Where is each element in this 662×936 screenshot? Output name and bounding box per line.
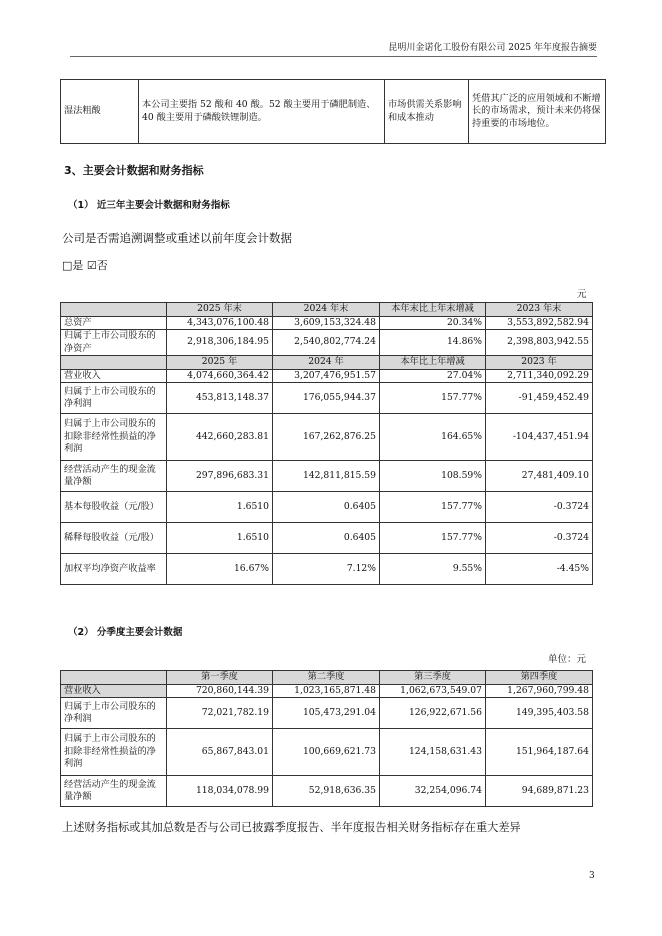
cell-value: 52,918,636.35 [273, 776, 380, 807]
table-row [61, 461, 593, 492]
row-label: 经营活动产生的现金流量净额 [61, 461, 167, 492]
cell-value: 4,343,076,100.48 [167, 316, 273, 330]
cell-value: 7.12% [273, 554, 380, 585]
cell-value: 151,964,187.64 [486, 729, 593, 776]
cell-value: 20.34% [380, 316, 486, 330]
cell-value: 2,918,306,184.95 [167, 330, 273, 356]
product-description: 本公司主要指 52 酸和 40 酸。52 酸主要用于磷肥制造、40 酸主要用于磷酸铁锂制造。 [139, 80, 385, 144]
quarterly-header-cell: 第四季度 [486, 671, 593, 685]
quarterly-header-cell [61, 671, 167, 685]
table-row [61, 369, 593, 383]
product-outlook: 凭借其广泛的应用领域和不断增长的市场需求，预计未来仍将保持重要的市场地位。 [469, 80, 606, 144]
cell-value: 453,813,148.37 [167, 383, 273, 414]
row-label: 营业收入 [61, 369, 167, 383]
annual-header-cell: 本年末比上年末增减 [380, 303, 486, 317]
cell-value: -4.45% [486, 554, 593, 585]
cell-value: 720,860,144.39 [167, 684, 273, 698]
cell-value: 118,034,078.99 [167, 776, 273, 807]
section-3-title: 3、主要会计数据和财务指标 [64, 164, 204, 177]
cell-value: 65,867,843.01 [167, 729, 273, 776]
cell-value: 14.86% [380, 330, 486, 356]
cell-value: 105,473,291.04 [273, 698, 380, 729]
product-table [60, 79, 606, 144]
cell-value: 27.04% [380, 369, 486, 383]
cell-value: 142,811,815.59 [273, 461, 380, 492]
table-row [61, 729, 593, 776]
cell-value: 1,062,673,549.07 [380, 684, 486, 698]
quarterly-header-cell: 第一季度 [167, 671, 273, 685]
table-row [61, 492, 593, 523]
table-row [61, 698, 593, 729]
cell-value: 1,023,165,871.48 [273, 684, 380, 698]
annual-header-cell: 2025 年 [167, 356, 273, 370]
cell-value: 442,660,283.81 [167, 414, 273, 461]
quarterly-header-cell: 第二季度 [273, 671, 380, 685]
product-name: 湿法粗酸 [61, 80, 139, 144]
subsection-2-title: （2） 分季度主要会计数据 [68, 627, 183, 638]
cell-value: 157.77% [380, 492, 486, 523]
annual-header-cell: 2025 年末 [167, 303, 273, 317]
cell-value: 27,481,409.10 [486, 461, 593, 492]
table-row [61, 383, 593, 414]
cell-value: 176,055,944.37 [273, 383, 380, 414]
annual-unit: 元 [577, 289, 587, 300]
row-label: 营业收入 [61, 684, 167, 698]
annual-data-table [60, 302, 593, 585]
cell-value: 3,553,892,582.94 [486, 316, 593, 330]
cell-value: 157.77% [380, 383, 486, 414]
annual-header-cell: 2024 年末 [273, 303, 380, 317]
table-row [61, 523, 593, 554]
annual-header-cell: 2024 年 [273, 356, 380, 370]
cell-value: 2,540,802,774.24 [273, 330, 380, 356]
annual-header-row-1 [61, 303, 593, 317]
cell-value: 149,395,403.58 [486, 698, 593, 729]
annual-header-cell: 本年比上年增减 [380, 356, 486, 370]
row-label: 归属于上市公司股东的扣除非经常性损益的净利润 [61, 414, 167, 461]
cell-value: 2,398,803,942.55 [486, 330, 593, 356]
cell-value: 100,669,621.73 [273, 729, 380, 776]
cell-value: 9.55% [380, 554, 486, 585]
cell-value: -0.3724 [486, 523, 593, 554]
cell-value: 32,254,096.74 [380, 776, 486, 807]
row-label: 归属于上市公司股东的扣除非经常性损益的净利润 [61, 729, 167, 776]
cell-value: 72,021,782.19 [167, 698, 273, 729]
cell-value: -91,459,452.49 [486, 383, 593, 414]
cell-value: 4,074,660,364.42 [167, 369, 273, 383]
annual-header-row-2 [61, 356, 593, 370]
row-label: 基本每股收益（元/股） [61, 492, 167, 523]
row-label: 稀释每股收益（元/股） [61, 523, 167, 554]
cell-value: 0.6405 [273, 492, 380, 523]
quarterly-unit: 单位：元 [548, 654, 587, 665]
restatement-options: □是 ☑否 [62, 259, 108, 272]
quarterly-header-cell: 第三季度 [380, 671, 486, 685]
cell-value: 2,711,340,092.29 [486, 369, 593, 383]
row-label: 总资产 [61, 316, 167, 330]
restatement-question: 公司是否需追溯调整或重述以前年度会计数据 [62, 231, 292, 245]
cell-value: 157.77% [380, 523, 486, 554]
row-label: 归属于上市公司股东的净资产 [61, 330, 167, 356]
cell-value: 167,262,876.25 [273, 414, 380, 461]
page-number: 3 [589, 871, 595, 881]
table-row [61, 684, 593, 698]
cell-value: 126,922,671.56 [380, 698, 486, 729]
cell-value: 1.6510 [167, 523, 273, 554]
subsection-1-title: （1） 近三年主要会计数据和财务指标 [68, 200, 230, 211]
cell-value: 1,267,960,799.48 [486, 684, 593, 698]
table-row [61, 554, 593, 585]
annual-header-cell: 2023 年 [486, 356, 593, 370]
cell-value: 3,207,476,951.57 [273, 369, 380, 383]
cell-value: 1.6510 [167, 492, 273, 523]
page-header [70, 42, 597, 57]
annual-header-cell [61, 303, 167, 317]
cell-value: -104,437,451.94 [486, 414, 593, 461]
cell-value: -0.3724 [486, 492, 593, 523]
quarterly-data-table [60, 670, 593, 807]
row-label: 加权平均净资产收益率 [61, 554, 167, 585]
row-label: 归属于上市公司股东的净利润 [61, 383, 167, 414]
annual-header-cell [61, 356, 167, 370]
cell-value: 124,158,631.43 [380, 729, 486, 776]
cell-value: 3,609,153,324.48 [273, 316, 380, 330]
annual-header-cell: 2023 年末 [486, 303, 593, 317]
table-row [61, 316, 593, 330]
table-row [61, 414, 593, 461]
discrepancy-question: 上述财务指标或其加总数是否与公司已披露季度报告、半年度报告相关财务指标存在重大差异 [62, 821, 521, 834]
cell-value: 108.59% [380, 461, 486, 492]
row-label: 经营活动产生的现金流量净额 [61, 776, 167, 807]
product-factor: 市场供需关系影响和成本推动 [385, 80, 469, 144]
report-title: 昆明川金诺化工股份有限公司 2025 年年度报告摘要 [388, 43, 597, 53]
table-row [61, 776, 593, 807]
product-row [61, 80, 606, 144]
table-row [61, 330, 593, 356]
cell-value: 94,689,871.23 [486, 776, 593, 807]
cell-value: 297,896,683.31 [167, 461, 273, 492]
cell-value: 16.67% [167, 554, 273, 585]
cell-value: 164.65% [380, 414, 486, 461]
quarterly-header-row [61, 671, 593, 685]
row-label: 归属于上市公司股东的净利润 [61, 698, 167, 729]
cell-value: 0.6405 [273, 523, 380, 554]
